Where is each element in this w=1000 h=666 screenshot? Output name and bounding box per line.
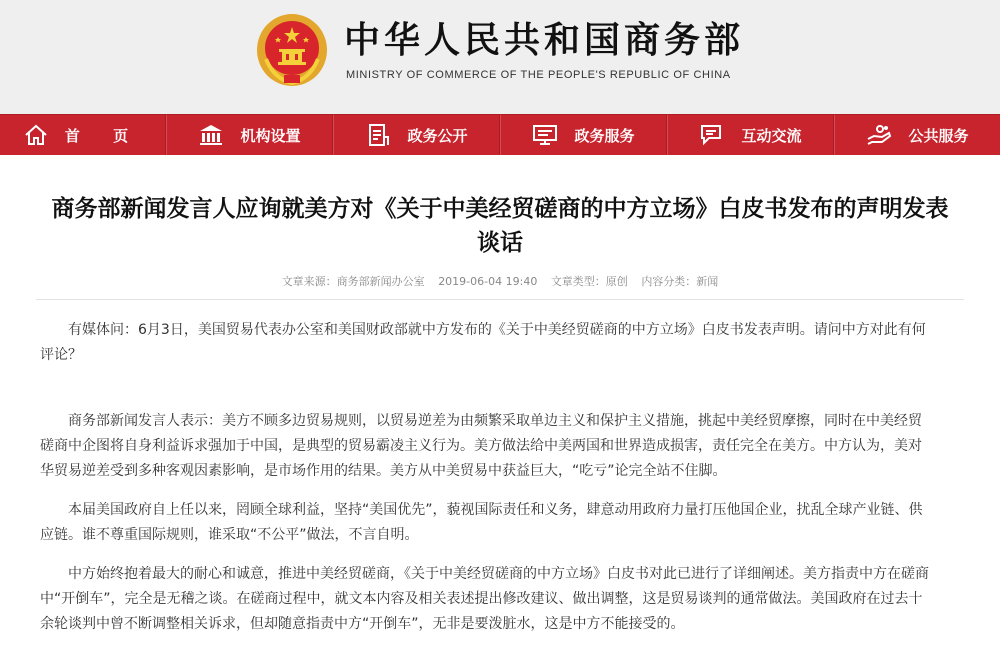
main-nav — [0, 114, 1000, 155]
hand-icon — [866, 123, 892, 147]
nav-item-organization[interactable] — [166, 115, 333, 155]
article-title-line: 谈话 — [477, 230, 523, 256]
national-emblem-icon[interactable] — [256, 13, 328, 87]
article-title-line: 商务部新闻发言人应询就美方对《关于中美经贸磋商的中方立场》白皮书发布的声明发表 — [51, 196, 949, 222]
article — [0, 154, 1000, 637]
site-header — [0, 0, 1000, 114]
building-icon — [198, 123, 224, 147]
nav-label: 政务服务 — [574, 126, 635, 145]
nav-item-public-services[interactable] — [834, 115, 1000, 155]
nav-label: 首 页 — [64, 126, 143, 145]
site-subtitle: MINISTRY OF COMMERCE OF THE PEOPLE'S REPUBLIC OF CHINA — [346, 69, 731, 81]
chat-icon — [699, 123, 725, 147]
article-title — [28, 192, 972, 260]
article-paragraph: 本届美国政府自上任以来，罔顾全球利益，坚持“美国优先”，藐视国际责任和义务，肆意动用政府力量打压他国企业，扰乱全球产业链、供应链。谁不尊重国际规则，谁采取“不公平”做法，不言自明。 — [40, 502, 923, 543]
nav-label: 机构设置 — [240, 126, 301, 145]
nav-item-interaction[interactable] — [667, 115, 834, 155]
divider — [36, 299, 964, 300]
nav-label: 政务公开 — [407, 126, 468, 145]
meta-date: 2019-06-04 19:40 — [438, 275, 538, 288]
meta-source: 文章来源：商务部新闻办公室 — [281, 275, 425, 288]
article-paragraph: 商务部新闻发言人表示：美方不顾多边贸易规则，以贸易逆差为由频繁采取单边主义和保护主义措施，挑起中美经贸摩擦，同时在中美经贸磋商中企图将自身利益诉求强加于中国，是典型的贸易霸凌主义行为。美方做法给中美两国和世界造成损害，责任完全在美方。中方认为，美对华贸易逆差受到多种客观因素影响，是市场作用的结果。美方从中美贸易中获益巨大，“吃亏”论完全站不住脚。 — [40, 413, 922, 479]
article-paragraph: 有媒体问：6月3日，美国贸易代表办公室和美国财政部就中方发布的《关于中美经贸磋商的中方立场》白皮书发表声明。请问中方对此有何评论？ — [40, 322, 926, 363]
document-icon — [365, 123, 391, 147]
article-body — [40, 318, 930, 637]
nav-item-home[interactable] — [0, 115, 166, 155]
site-title: 中华人民共和国商务部 — [344, 20, 745, 61]
article-paragraph: 中方始终抱着最大的耐心和诚意，推进中美经贸磋商，《关于中美经贸磋商的中方立场》白皮书对此已进行了详细阐述。美方指责中方在磋商中“开倒车”，完全是无稽之谈。在磋商过程中，就文本内容及相关表述提出修改建议、做出调整，这是贸易谈判的通常做法。美国政府在过去十余轮谈判中曾不断调整相关诉求，但却随意指责中方“开倒车”，无非是要泼脏水，这是中方不能接受的。 — [40, 566, 929, 632]
nav-label: 公共服务 — [908, 126, 969, 145]
article-meta — [0, 273, 1000, 289]
meta-type: 文章类型：原创 — [550, 275, 628, 288]
nav-label: 互动交流 — [741, 126, 802, 145]
nav-item-gov-services[interactable] — [500, 115, 667, 155]
nav-item-gov-affairs-open[interactable] — [333, 115, 500, 155]
home-icon — [23, 123, 49, 147]
monitor-icon — [532, 123, 558, 147]
meta-category: 内容分类：新闻 — [641, 275, 719, 288]
